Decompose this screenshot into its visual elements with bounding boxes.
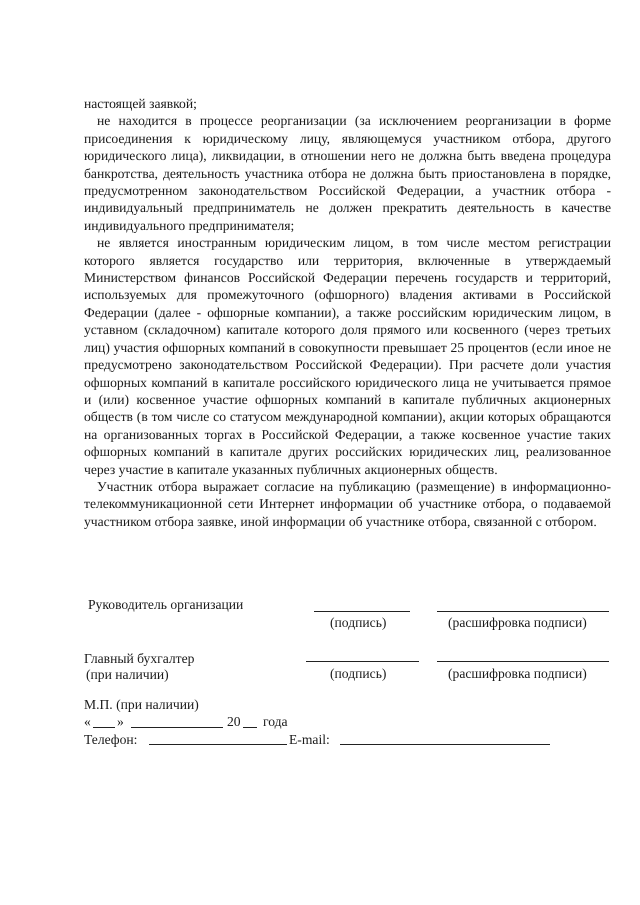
- stamp-label: М.П. (при наличии): [84, 697, 199, 712]
- date-day-line[interactable]: [93, 727, 115, 728]
- date-year-prefix: 20: [227, 714, 241, 729]
- head-signature-caption: (подпись): [330, 615, 387, 630]
- application-body: [84, 95, 611, 530]
- paragraph-no-reorganization: не находится в процессе реорганизации (за исключением реорганизации в форме присоединения к юридическому лицу, являющемуся участником отбора, другого юридического лица), ликвидации, в отношении него не должна быть введена процедура банкротства, деятельность участника отбора не должна быть приостановлена в порядке, предусмотренном законодательством Российской Федерации, а участник отбора - индивидуальный предприниматель не должен прекратить деятельность в качестве индивидуального предпринимателя;: [84, 113, 611, 233]
- chief-accountant-note: (при наличии): [86, 667, 169, 682]
- head-of-organization-label: Руководитель организации: [88, 597, 244, 612]
- paragraph-not-foreign-entity: не является иностранным юридическим лицом, в том числе местом регистрации которого является государство или территория, включенные в утверждаемый Министерством финансов Российской Федерации перечень государств и территорий, используемых для промежуточного (офшорного) владения активами в Российской Федерации (далее - офшорные компании), а также российским юридическим лицом, в уставном (складочном) капитале которого доля прямого или косвенного (через третьих лиц) участия офшорных компаний в совокупности превышает 25 процентов (если иное не предусмотрено законодательством Российской Федерации). При расчете доли участия офшорных компаний в капитале российского юридического лица не учитывается прямое и (или) косвенное участие офшорных компаний в капитале публичных акционерных обществ (в том числе со статусом международной компании), акции которых обращаются на организованных торгах в Российской Федерации, а также косвенное участие таких офшорных компаний в капитале других российских юридических лиц, реализованное через участие в капитале указанных публичных акционерных обществ.: [84, 235, 611, 477]
- date-month-line[interactable]: [131, 727, 223, 728]
- paragraph-continuation: настоящей заявкой;: [84, 96, 197, 111]
- head-signature-line[interactable]: [314, 611, 410, 612]
- phone-line[interactable]: [149, 744, 287, 745]
- email-label: E-mail:: [289, 732, 330, 747]
- date-quote-close: »: [117, 714, 124, 729]
- paragraph-consent-publication: Участник отбора выражает согласие на публикацию (размещение) в информационно-телекоммуникационной сети Интернет информации об участнике отбора, о подаваемой участником отбора заявке, иной информации об участнике отбора, связанной с отбором.: [84, 478, 611, 529]
- accountant-name-line[interactable]: [437, 661, 609, 662]
- chief-accountant-label: Главный бухгалтер: [84, 651, 195, 666]
- head-decode-caption: (расшифровка подписи): [448, 615, 587, 630]
- accountant-signature-line[interactable]: [306, 661, 419, 662]
- phone-label: Телефон:: [84, 732, 138, 747]
- date-year-suffix: года: [263, 714, 288, 729]
- accountant-decode-caption: (расшифровка подписи): [448, 666, 587, 681]
- date-quote-open: «: [84, 714, 91, 729]
- email-line[interactable]: [340, 744, 550, 745]
- date-year-line[interactable]: [243, 727, 257, 728]
- accountant-signature-caption: (подпись): [330, 666, 387, 681]
- head-name-line[interactable]: [437, 611, 609, 612]
